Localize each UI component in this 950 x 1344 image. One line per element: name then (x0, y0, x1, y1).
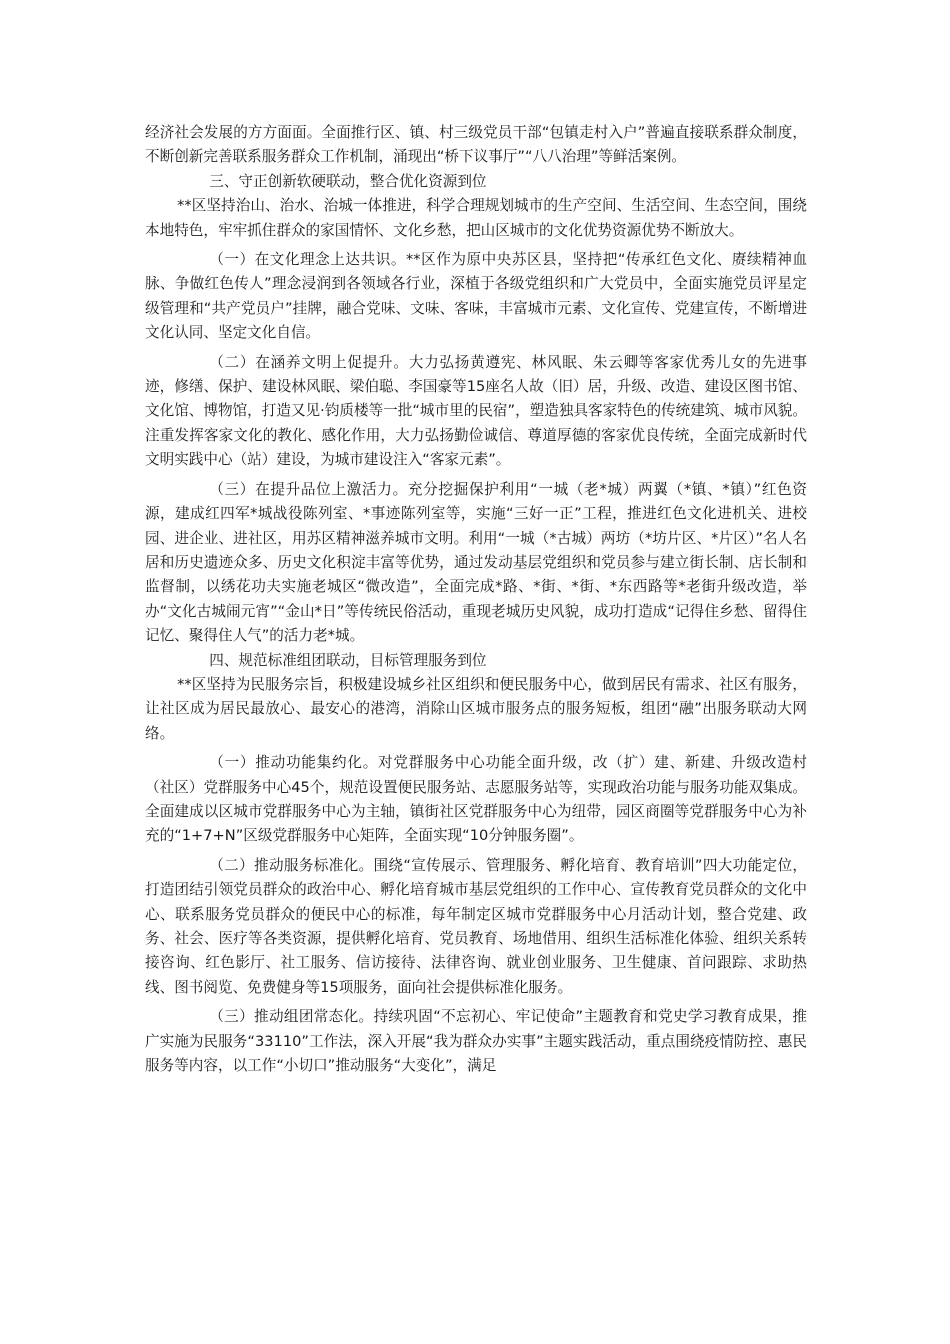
paragraph-section-three-intro: **区坚持治山、治水、治城一体推进，科学合理规划城市的生产空间、生活空间、生态空间，围绕本地特色，牢牢抓住群众的家国情怀、文化乡愁，把山区城市的文化优势资源优势不断放大。 (145, 197, 807, 239)
section-heading-three: 三、守正创新软硬联动，整合优化资源到位 (209, 172, 487, 190)
document-body (145, 121, 807, 1078)
paragraph-civilization-upgrade: （二）在涵养文明上促提升。大力弘扬黄遵宪、林风眠、朱云卿等客家优秀儿女的先进事迹，修缮、保护、建设林风眠、梁伯聪、李国豪等15座名人故（旧）居，升级、改造、建设区图书馆、文化馆、博物馆，打造又见·钧质楼等一批“城市里的民宿”，塑造独具客家特色的传统建筑、城市风貌。注重发挥客家文化的教化、感化作用，大力弘扬勤俭诚信、尊道厚德的客家优良传统，全面完成新时代文明实践中心（站）建设，为城市建设注入“客家元素”。 (145, 353, 807, 469)
paragraph-function-intensive: （一）推动功能集约化。对党群服务中心功能全面升级，改（扩）建、新建、升级改造村（社区）党群服务中心45个，规范设置便民服务站、志愿服务站等，实现政治功能与服务功能双集成。全面建成以区城市党群服务中心为主轴，镇街社区党群服务中心为纽带，园区商圈等党群服务中心为补充的“1+7+N”区级党群服务中心矩阵，全面实现“10分钟服务圈”。 (145, 754, 807, 845)
paragraph-section-four-intro: **区坚持为民服务宗旨，积极建设城乡社区组织和便民服务中心，做到居民有需求、社区有服务，让社区成为居民最放心、最安心的港湾，消除山区城市服务点的服务短板，组团“融”出服务联动大网络。 (145, 675, 808, 742)
paragraph-taste-vitality: （三）在提升品位上激活力。充分挖掘保护利用“一城（老*城）两翼（*镇、*镇）”红色资源，建成红四军*城战役陈列室、*事迹陈列室等，实施“三好一正”工程，推进红色文化进机关、进校园、进企业、进社区，用苏区精神滋养城市文明。利用“一城（*古城）两坊（*坊片区、*片区）”名人名居和历史遗迹众多、历史文化积淀丰富等优势，通过发动基层党组织和党员参与建立街长制、店长制和监督制，以绣花功夫实施老城区“微改造”，全面完成*路、*街、*街、*东西路等*老街升级改造，举办“文化古城闹元宵”“金山*日”等传统民俗活动，重现老城历史风貌，成功打造成“记得住乡愁、留得住记忆、聚得住人气”的活力老*城。 (145, 480, 807, 645)
paragraph-group-normal: （三）推动组团常态化。持续巩固“不忘初心、牢记使命”主题教育和党史学习教育成果，推广实施为民服务“33110”工作法，深入开展“我为群众办实事”主题实践活动，重点围绕疫情防控、惠民服务等内容，以工作“小切口”推动服务“大变化”，满足 (145, 1008, 807, 1075)
paragraph-continuation: 经济社会发展的方方面面。全面推行区、镇、村三级党员干部“包镇走村入户”普遍直接联系群众制度，不断创新完善联系服务群众工作机制，涌现出“桥下议事厅”“八八治理”等鲜活案例。 (145, 124, 807, 166)
section-heading-four: 四、规范标准组团联动，目标管理服务到位 (209, 651, 487, 669)
paragraph-culture-consensus: （一）在文化理念上达共识。**区作为原中央苏区县，坚持把“传承红色文化、赓续精神血脉、争做红色传人”理念浸润到各领域各行业，深植于各级党组织和广大党员中，全面实施党员评星定级管理和“共产党员户”挂牌，融合党味、文味、客味，丰富城市元素、文化宣传、党建宣传，不断增进文化认同、坚定文化自信。 (145, 251, 807, 342)
paragraph-service-standard: （二）推动服务标准化。围绕“宣传展示、管理服务、孵化培育、教育培训”四大功能定位，打造团结引领党员群众的政治中心、孵化培育城市基层党组织的工作中心、宣传教育党员群众的文化中心、联系服务党员群众的便民中心的标准，每年制定区城市党群服务中心月活动计划，整合党建、政务、社会、医疗等各类资源，提供孵化培育、党员教育、场地借用、组织生活标准化体验、组织关系转接咨询、红色影厅、社工服务、信访接待、法律咨询、就业创业服务、卫生健康、首问跟踪、求助热线、图书阅览、免费健身等15项服务，面向社会提供标准化服务。 (145, 856, 807, 996)
